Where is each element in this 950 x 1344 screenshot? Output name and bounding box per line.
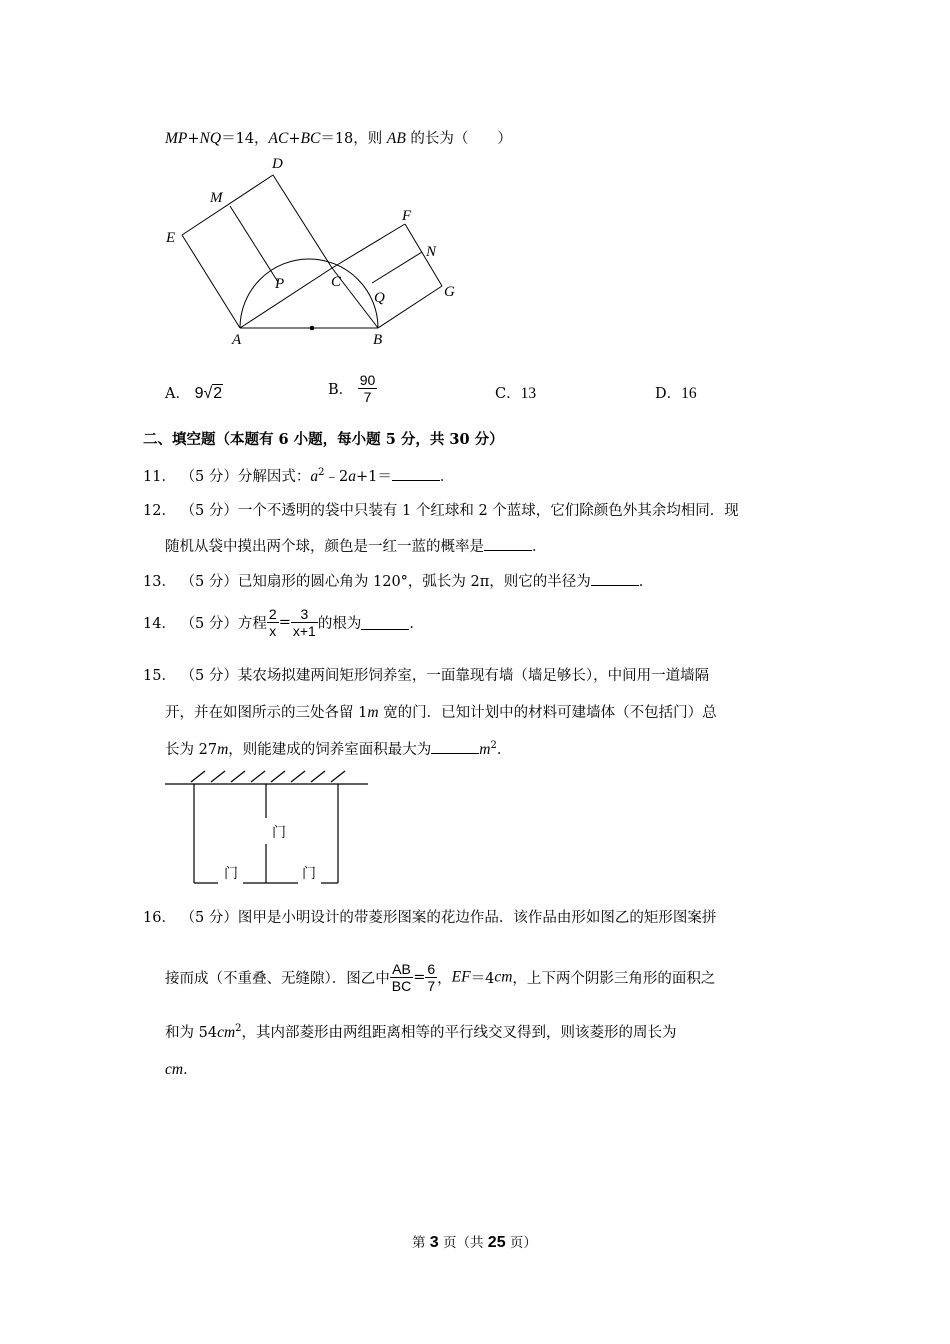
option-c-value: 13 <box>520 385 537 402</box>
footer-total-pages: 25 <box>487 1234 506 1251</box>
line-fg <box>405 224 442 286</box>
q16-eq: = <box>413 969 426 986</box>
q14-answer-blank[interactable] <box>361 615 409 630</box>
q16-line3 <box>165 1021 677 1042</box>
q14-text2: 的根为 <box>317 616 362 632</box>
q13-text: （5 分）已知扇形的圆心角为 120°，弧长为 2π，则它的半径为 <box>180 574 591 590</box>
line-ea <box>182 235 240 328</box>
option-a-label: A． <box>165 386 190 402</box>
label-e: E <box>166 230 176 246</box>
q10-text-line <box>165 127 512 148</box>
eq-14: ＝14， <box>221 131 269 147</box>
line-nq <box>372 252 422 283</box>
hatch-1 <box>191 771 205 782</box>
footer-suffix: 页） <box>505 1235 537 1251</box>
q16-text1: （5 分）图甲是小明设计的带菱形图案的花边作品．该作品由形如图乙的矩形图案拼 <box>180 910 717 926</box>
label-a: A <box>232 332 242 348</box>
q11-expr-rest: ﹣2 <box>324 469 349 485</box>
hatch-4 <box>251 771 265 782</box>
q12-num: 12． <box>143 503 176 519</box>
q15-line3 <box>165 738 511 759</box>
line-cd <box>273 175 332 268</box>
q10-ask: 的长为（ ） <box>405 131 512 147</box>
q16-fraction-6-7 <box>425 961 437 994</box>
var-ab: AB <box>386 130 406 147</box>
q13 <box>143 570 653 591</box>
var-bc: BC <box>300 130 321 147</box>
q14-num: 14． <box>143 616 176 632</box>
q14-f1-den: x <box>269 623 277 639</box>
hatch-3 <box>231 771 245 782</box>
q14-fraction-1 <box>267 606 279 639</box>
q16-f2-den: 7 <box>427 978 436 994</box>
q16-line2 <box>165 961 715 994</box>
option-b-label: B． <box>328 382 354 398</box>
q15-end: ． <box>496 742 512 758</box>
q11-num: 11． <box>143 469 176 485</box>
q16-f1-den: BC <box>391 978 412 994</box>
q10-geometry-figure <box>160 150 470 350</box>
label-q: Q <box>374 290 385 306</box>
q16-unit-cm2: cm <box>217 1024 236 1041</box>
eq-18: ＝18，则 <box>320 131 387 147</box>
q11 <box>143 465 454 486</box>
q15-unit-m3: m <box>479 741 491 758</box>
q10-option-b <box>328 372 377 405</box>
q15-enclosure-figure <box>163 768 373 890</box>
q16-text3b: ，其内部菱形由两组距离相等的平行线交叉得到，则该菱形的周长为 <box>241 1025 677 1041</box>
q13-end: ． <box>638 574 654 590</box>
q11-end: ． <box>439 469 455 485</box>
q12-line2 <box>165 535 547 556</box>
q14-f2-num: 3 <box>291 606 318 623</box>
q15-num: 15． <box>143 668 176 684</box>
q14-fraction-2 <box>291 606 318 639</box>
q16-fraction-ab-bc <box>390 961 413 994</box>
var-nq: NQ <box>199 130 222 147</box>
footer-prefix: 第 <box>412 1235 430 1251</box>
q11-var-a: a <box>310 468 319 485</box>
q16-f2-num: 6 <box>427 961 436 977</box>
q15-unit-m1: m <box>367 704 379 721</box>
door-label-left: 门 <box>224 866 238 882</box>
hatch-6 <box>291 771 305 782</box>
q15-unit-m2: m <box>217 741 229 758</box>
q12-text1: （5 分）一个不透明的袋中只装有 1 个红球和 2 个蓝球，它们除颜色外其余均相同．现 <box>180 503 739 519</box>
q12-text2: 随机从袋中摸出两个球，颜色是一红一蓝的概率是 <box>165 539 484 555</box>
option-d-value: 16 <box>681 385 697 402</box>
q16-line4 <box>165 1058 198 1079</box>
q15-text2a: 开，并在如图所示的三处各留 1 <box>165 705 368 721</box>
q15-line2 <box>165 701 717 722</box>
q16-unit-cm3: cm <box>165 1061 184 1078</box>
page-footer <box>412 1231 537 1252</box>
q15-text1: （5 分）某农场拟建两间矩形饲养室，一面靠现有墙（墙足够长），中间用一道墙隔 <box>180 668 710 684</box>
label-b: B <box>373 332 383 348</box>
q16-f1-num: AB <box>390 961 413 978</box>
q14 <box>143 606 424 639</box>
q16-num: 16． <box>143 910 176 926</box>
q16-exp: 2 <box>235 1023 242 1035</box>
q16-var-ef: EF <box>451 968 471 986</box>
semicircle-arc <box>240 259 378 328</box>
q16-end: ． <box>183 1062 198 1078</box>
q10-option-c <box>495 382 536 403</box>
option-b-num: 90 <box>359 372 376 388</box>
q11-answer-blank[interactable] <box>392 466 440 481</box>
option-d-label: D． <box>655 386 682 402</box>
door-label-right: 门 <box>302 866 316 882</box>
q13-answer-blank[interactable] <box>591 571 639 586</box>
hatch-7 <box>311 771 325 782</box>
plus2: + <box>288 131 301 147</box>
label-d: D <box>272 156 283 172</box>
q15-answer-blank[interactable] <box>431 739 479 754</box>
option-a-radicand: 2 <box>213 385 223 402</box>
footer-mid: 页（共 <box>438 1235 488 1251</box>
footer-page-number: 3 <box>429 1234 439 1251</box>
q16-line1 <box>143 906 716 927</box>
q14-f1-num: 2 <box>268 606 277 622</box>
plus: + <box>187 131 200 147</box>
option-a-coef: 9 <box>194 385 204 402</box>
label-f: F <box>402 208 412 224</box>
var-mp: MP <box>165 130 188 147</box>
q13-num: 13． <box>143 574 176 590</box>
q15-text3a: 长为 27 <box>165 742 218 758</box>
hatch-2 <box>211 771 225 782</box>
q16-text2c: ＝4 <box>470 971 495 987</box>
q12-end: ． <box>532 539 547 555</box>
label-g: G <box>444 284 455 300</box>
q12-line1 <box>143 499 739 520</box>
q15-text2b: 宽的门．已知计划中的材料可建墙体（不包括门）总 <box>378 705 717 721</box>
q15-text3b: ，则能建成的饲养室面积最大为 <box>228 742 432 758</box>
section2-title: 二、填空题（本题有 6 小题，每小题 5 分，共 30 分） <box>143 431 504 448</box>
q16-text2b: ， <box>437 971 452 987</box>
line-ac <box>240 268 332 328</box>
line-de <box>182 175 273 235</box>
q11-text: （5 分）分解因式： <box>180 469 311 485</box>
q14-text: （5 分）方程 <box>180 616 267 632</box>
var-ac: AC <box>268 130 289 147</box>
center-dot <box>310 326 315 331</box>
option-a-value: 9√2 <box>194 385 223 402</box>
q11-var-a2: a <box>348 468 357 485</box>
line-gb <box>378 286 442 328</box>
line-cf <box>332 224 405 268</box>
q16-unit-cm1: cm <box>494 968 513 986</box>
q16-text2d: ，上下两个阴影三角形的面积之 <box>512 971 716 987</box>
q10-option-a <box>165 382 223 403</box>
q10-option-d <box>655 382 697 403</box>
q14-f2-den: x+1 <box>292 623 316 639</box>
q16-text2a: 接而成（不重叠、无缝隙）．图乙中 <box>165 971 390 987</box>
hatch-8 <box>331 771 345 782</box>
label-m: M <box>210 190 223 206</box>
q11-exp: 2 <box>318 467 325 479</box>
q12-answer-blank[interactable] <box>484 536 532 551</box>
q14-eq: = <box>278 614 291 631</box>
door-label-middle: 门 <box>272 825 286 841</box>
option-b-fraction <box>358 372 378 405</box>
hatch-5 <box>271 771 285 782</box>
q15-line1 <box>143 664 709 685</box>
q14-end: ． <box>409 616 424 632</box>
label-n: N <box>426 244 437 260</box>
option-c-label: C． <box>495 386 521 402</box>
label-c: C <box>331 274 342 290</box>
label-p: P <box>275 276 285 292</box>
q15-unit-exp: 2 <box>490 740 497 752</box>
q16-text3a: 和为 54 <box>165 1025 218 1041</box>
option-b-den: 7 <box>363 389 372 405</box>
q11-expr-end: +1＝ <box>356 469 392 485</box>
